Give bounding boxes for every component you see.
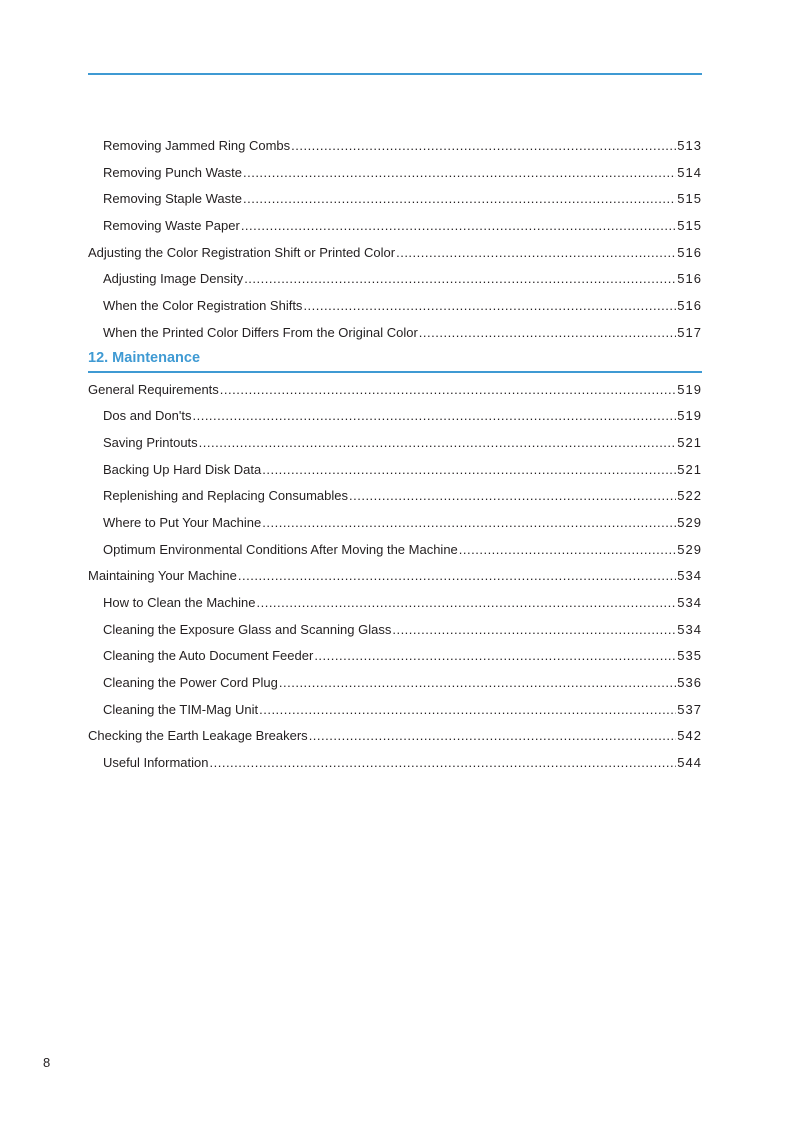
toc-entry[interactable]: [88, 186, 702, 213]
toc-dot-leader: [220, 377, 677, 404]
toc-entry[interactable]: [88, 723, 702, 750]
toc-entry-label: Useful Information: [103, 755, 209, 771]
toc-entry-label: Adjusting the Color Registration Shift or Printed Color: [88, 244, 396, 260]
toc-entry-page-number: 537: [677, 701, 702, 717]
toc-entry[interactable]: [88, 750, 702, 777]
toc-entry-label: Removing Jammed Ring Combs: [103, 138, 291, 153]
toc-group-before-chapter: [88, 133, 702, 347]
toc-dot-leader: [392, 617, 676, 644]
toc-entry[interactable]: [88, 293, 702, 320]
chapter-title: 12. Maintenance: [88, 349, 201, 366]
toc-entry-label: How to Clean the Machine: [103, 595, 256, 610]
toc-dot-leader: [243, 160, 676, 187]
toc-entry-page-number: 542: [677, 728, 702, 744]
toc-dot-leader: [349, 483, 676, 510]
toc-dot-leader: [238, 563, 676, 590]
toc-entry-label: Cleaning the TIM-Mag Unit: [103, 701, 259, 717]
toc-entry-page-number: 515: [677, 191, 702, 207]
toc-dot-leader: [256, 590, 676, 617]
toc-entry-page-number: 521: [677, 434, 702, 450]
toc-entry-page-number: 521: [677, 461, 702, 477]
toc-entry-label: Optimum Environmental Conditions After Moving the Machine: [103, 541, 458, 557]
toc-entry[interactable]: [88, 510, 702, 537]
toc-entry-page-number: 535: [677, 648, 702, 664]
toc-entry-page-number: 514: [677, 164, 702, 180]
toc-entry[interactable]: [88, 403, 702, 430]
toc-entry-label: When the Printed Color Differs From the Original Color: [103, 324, 418, 340]
toc-dot-leader: [314, 643, 676, 670]
toc-entry-label: Adjusting Image Density: [103, 271, 244, 287]
toc-entry[interactable]: [88, 457, 702, 484]
toc-entry[interactable]: [88, 240, 702, 267]
toc-dot-leader: [291, 133, 676, 160]
chapter-heading[interactable]: [88, 347, 702, 377]
toc-entry[interactable]: [88, 563, 702, 590]
table-of-contents: [88, 133, 702, 777]
toc-entry[interactable]: [88, 483, 702, 510]
toc-dot-leader: [396, 240, 676, 267]
toc-entry-label: Removing Waste Paper: [103, 218, 240, 234]
toc-entry-page-number: 534: [677, 621, 702, 637]
toc-dot-leader: [459, 537, 677, 564]
toc-dot-leader: [192, 403, 676, 430]
toc-dot-leader: [244, 266, 676, 293]
toc-entry-label: Removing Punch Waste: [103, 164, 242, 180]
toc-dot-leader: [262, 457, 676, 484]
toc-entry-page-number: 513: [677, 138, 702, 153]
toc-entry[interactable]: [88, 430, 702, 457]
toc-entry-page-number: 534: [677, 595, 702, 610]
toc-entry-label: Replenishing and Replacing Consumables: [103, 488, 348, 504]
toc-entry-label: Cleaning the Auto Document Feeder: [103, 648, 314, 664]
toc-entry[interactable]: [88, 320, 702, 347]
toc-dot-leader: [262, 510, 676, 537]
toc-dot-leader: [419, 320, 677, 347]
toc-entry[interactable]: [88, 537, 702, 564]
toc-entry[interactable]: [88, 590, 702, 617]
toc-entry-page-number: 516: [677, 271, 702, 287]
toc-entry-page-number: 544: [677, 755, 702, 771]
toc-dot-leader: [199, 430, 677, 457]
toc-entry-page-number: 516: [677, 298, 702, 314]
toc-dot-leader: [259, 697, 676, 724]
toc-entry-page-number: 536: [677, 675, 702, 691]
toc-entry-page-number: 519: [677, 408, 702, 424]
toc-entry[interactable]: [88, 160, 702, 187]
toc-entry-page-number: 529: [677, 541, 702, 557]
page-number: 8: [43, 1055, 51, 1070]
toc-entry[interactable]: [88, 266, 702, 293]
header-rule: [88, 73, 702, 75]
toc-entry[interactable]: [88, 133, 702, 160]
toc-entry-page-number: 516: [677, 244, 702, 260]
toc-entry-page-number: 517: [677, 324, 702, 340]
toc-entry-page-number: 515: [677, 218, 702, 234]
toc-entry-label: Cleaning the Power Cord Plug: [103, 675, 278, 691]
toc-dot-leader: [279, 670, 676, 697]
toc-entry[interactable]: [88, 670, 702, 697]
toc-dot-leader: [243, 186, 676, 213]
toc-group-after-chapter: [88, 377, 702, 777]
toc-entry-label: Cleaning the Exposure Glass and Scanning Glass: [103, 621, 392, 637]
toc-entry-label: General Requirements: [88, 381, 219, 397]
toc-dot-leader: [309, 723, 677, 750]
toc-entry-label: Removing Staple Waste: [103, 191, 242, 207]
toc-entry[interactable]: [88, 643, 702, 670]
toc-dot-leader: [210, 750, 677, 777]
toc-entry-label: Dos and Don'ts: [103, 408, 192, 424]
toc-dot-leader: [303, 293, 676, 320]
toc-entry-label: When the Color Registration Shifts: [103, 298, 303, 314]
toc-entry-page-number: 519: [677, 381, 702, 397]
toc-entry-label: Checking the Earth Leakage Breakers: [88, 728, 308, 744]
toc-entry-label: Backing Up Hard Disk Data: [103, 461, 262, 477]
toc-entry-label: Where to Put Your Machine: [103, 514, 262, 530]
toc-entry-page-number: 522: [677, 488, 702, 504]
toc-entry-label: Saving Printouts: [103, 434, 198, 450]
chapter-heading-rule: [88, 371, 702, 373]
toc-entry[interactable]: [88, 697, 702, 724]
toc-entry[interactable]: [88, 617, 702, 644]
toc-dot-leader: [241, 213, 676, 240]
toc-entry-page-number: 534: [677, 568, 702, 584]
toc-entry-page-number: 529: [677, 514, 702, 530]
toc-entry[interactable]: [88, 213, 702, 240]
toc-entry-label: Maintaining Your Machine: [88, 568, 237, 584]
toc-entry[interactable]: [88, 377, 702, 404]
